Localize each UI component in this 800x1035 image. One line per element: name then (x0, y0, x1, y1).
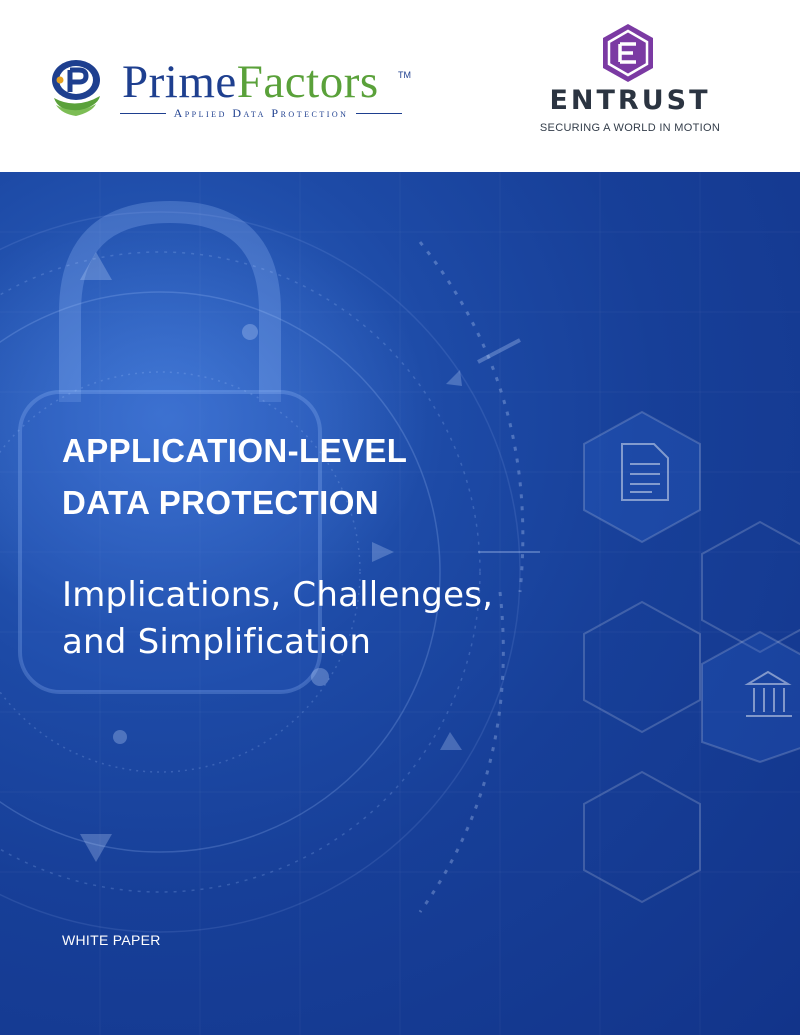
tagline-rule-left (120, 113, 166, 114)
primefactors-logo-mark-icon (46, 56, 106, 118)
title-line-2: DATA PROTECTION (62, 484, 380, 521)
document-title (62, 425, 407, 529)
logo-header (0, 0, 800, 172)
document-type-label: WHITE PAPER (62, 932, 161, 948)
title-line-1: APPLICATION-LEVEL (62, 432, 408, 469)
trademark-symbol: TM (398, 70, 411, 80)
primefactors-logo (46, 56, 411, 126)
entrust-logo (530, 22, 730, 142)
subtitle-line-2: and Simplification (62, 622, 372, 662)
subtitle-line-1: Implications, Challenges, (62, 575, 494, 615)
entrust-hexagon-mark-icon (600, 22, 656, 84)
tagline-rule-right (356, 113, 402, 114)
primefactors-wordmark (122, 54, 379, 110)
entrust-wordmark: ENTRUST (549, 85, 711, 116)
primefactors-tagline-row (120, 104, 402, 122)
primefactors-name-prime: Prime (122, 56, 237, 108)
hero-banner (0, 172, 800, 1035)
primefactors-tagline: Applied Data Protection (173, 105, 349, 120)
primefactors-name-factors: Factors (236, 56, 379, 108)
entrust-tagline: SECURING A WORLD IN MOTION (539, 122, 721, 134)
document-subtitle (62, 572, 493, 666)
